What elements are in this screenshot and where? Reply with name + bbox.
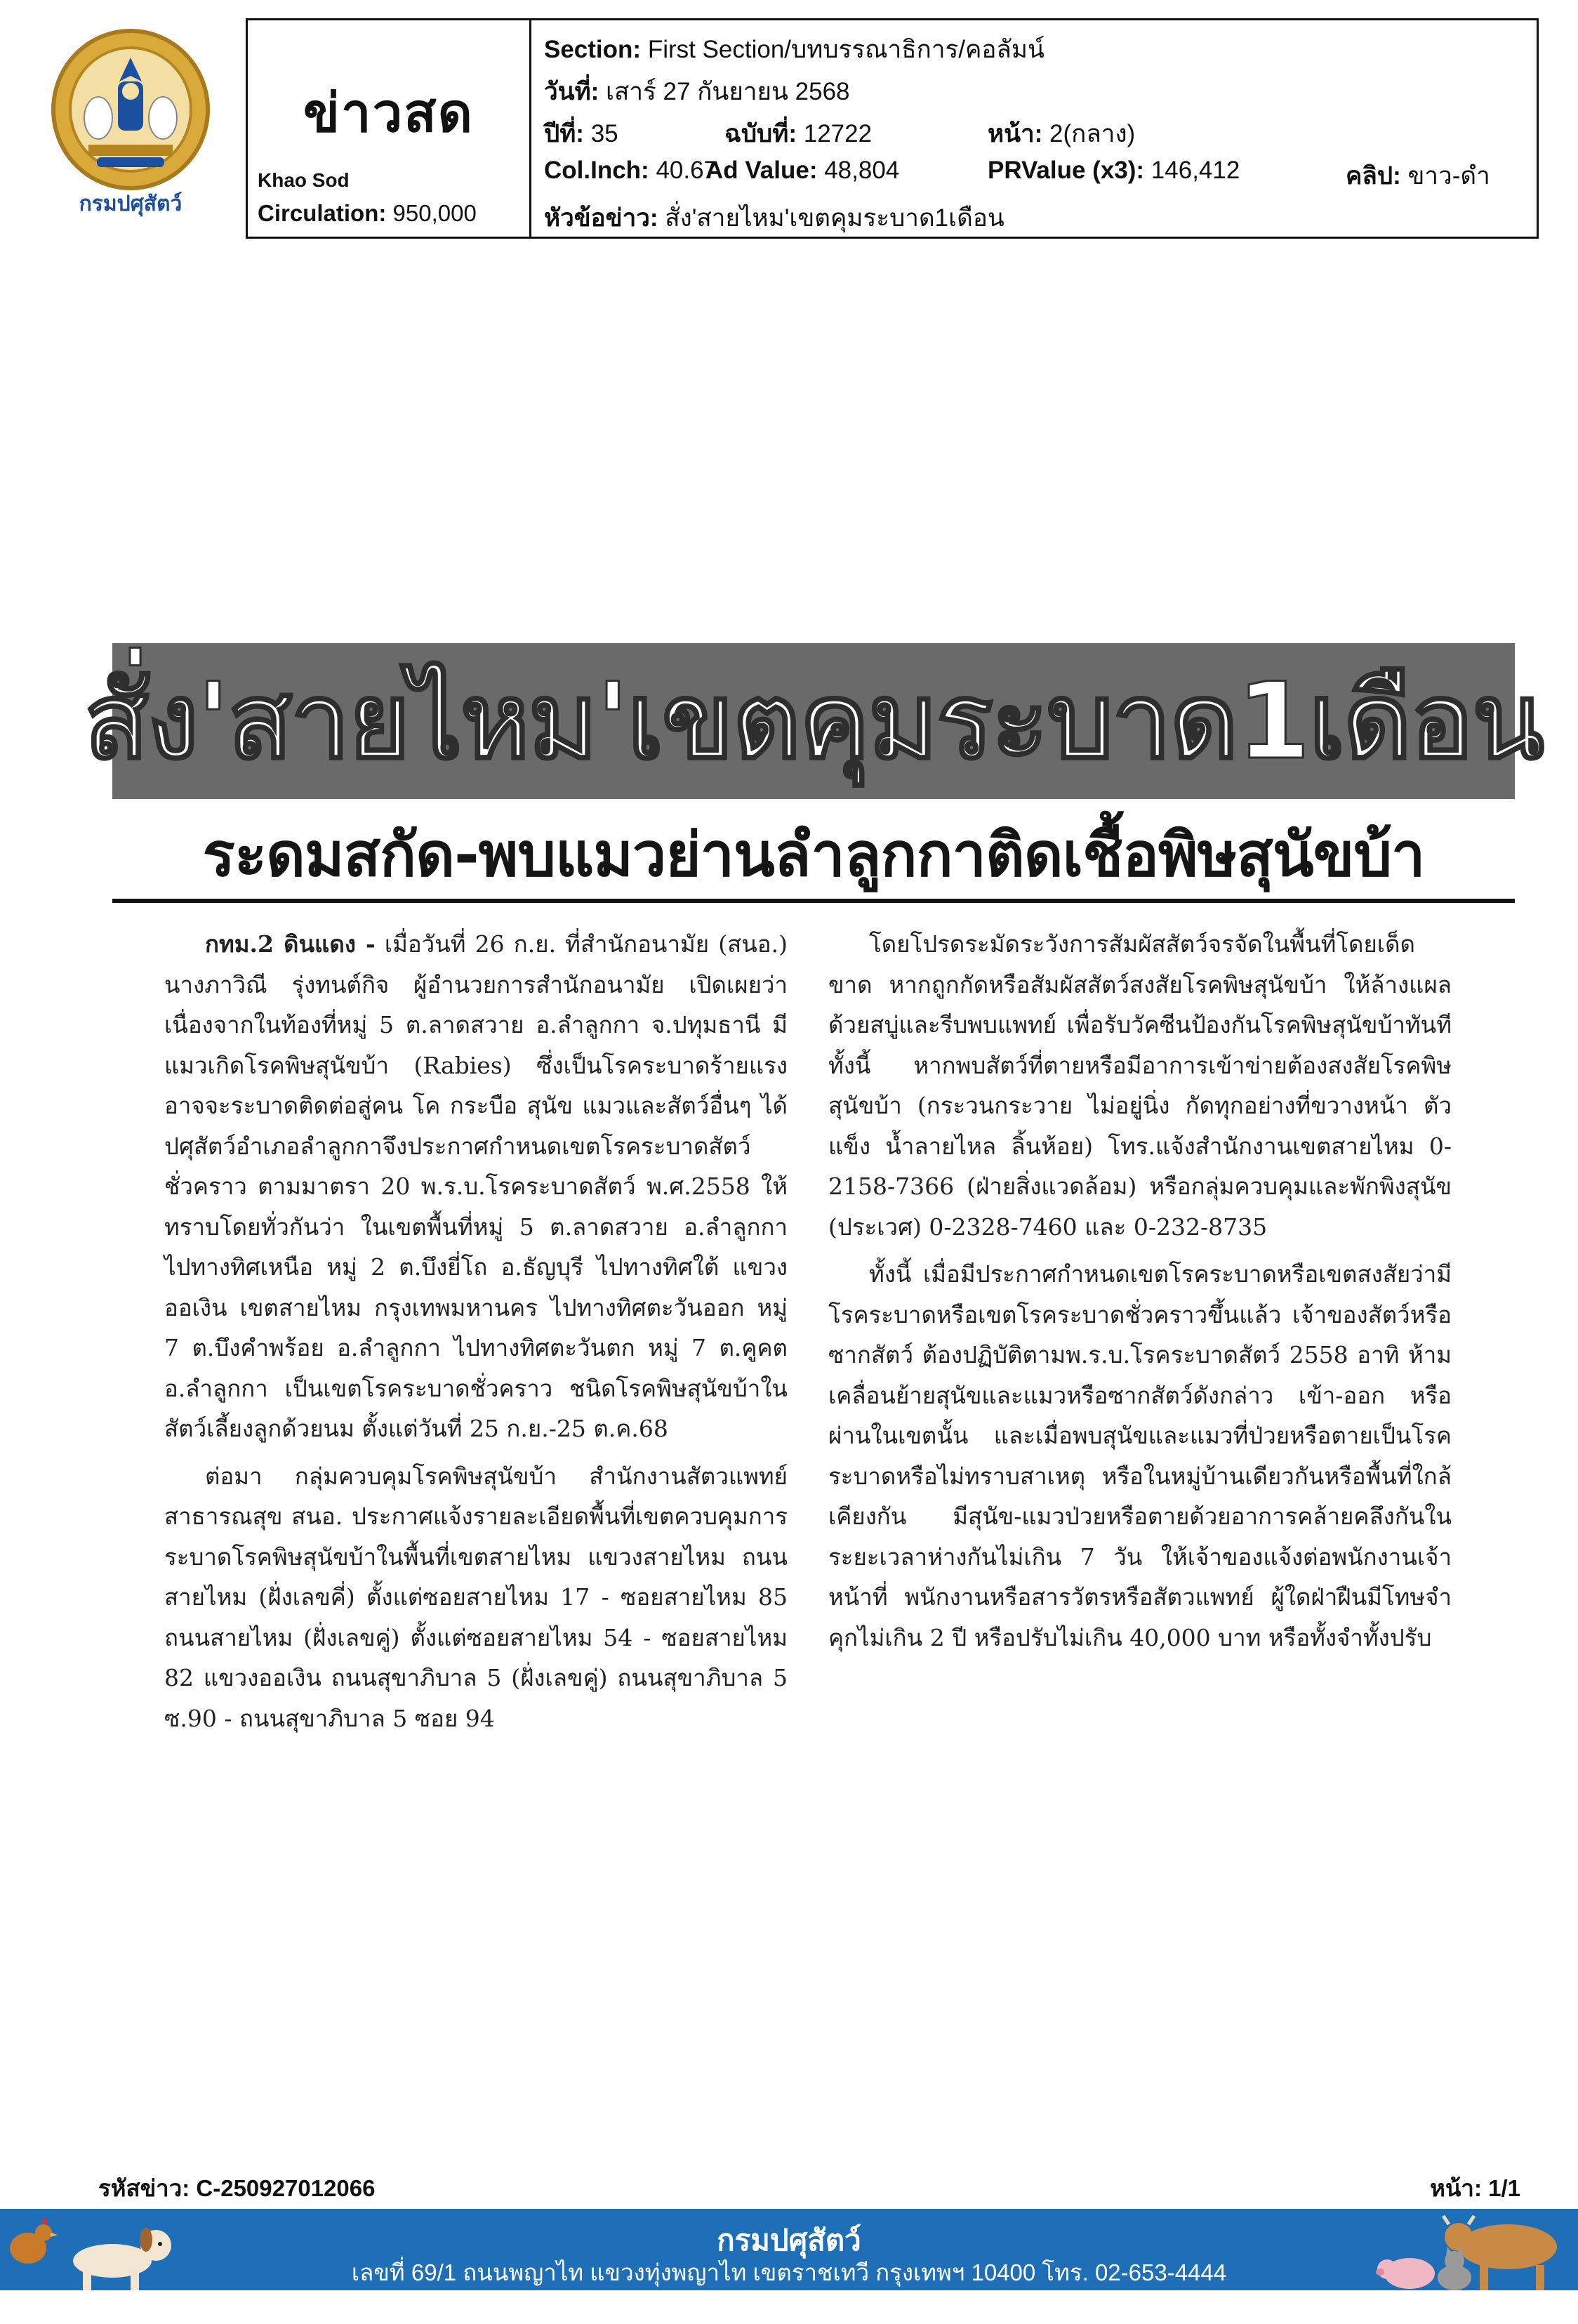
news-code-label: รหัสข่าว: <box>98 2175 190 2201</box>
headline-label: หัวข้อข่าว: <box>544 204 658 232</box>
issue-value: 12722 <box>803 120 873 147</box>
dateline: กทม.2 ดินแดง - <box>205 930 376 958</box>
headline-value: สั่ง'สายไหม'เขตคุมระบาด1เดือน <box>665 204 1005 232</box>
footer-address: เลขที่ 69/1 ถนนพญาไท แขวงทุ่งพญาไท เขตราชเทวี กรุงเทพฯ 10400 โทร. 02-653-4444 <box>351 2259 1227 2285</box>
footer-band <box>0 2209 1578 2290</box>
article-paragraph: โดยโปรดระมัดระวังการสัมผัสสัตว์จรจัดในพื้นที่โดยเด็ดขาด หากถูกกัดหรือสัมผัสสัตว์สงสัยโรคพิษสุนัขบ้า ให้ล้างแผลด้วยสบู่และรีบพบแพทย์ เพื่อรับวัคซีนป้องกันโรคพิษสุนัขบ้าทันที ทั้งนี้ หากพบสัตว์ที่ตายหรือมีอาการเข้าข่ายต้องสงสัยโรคพิษสุนัขบ้า (กระวนกระวาย ไม่อยู่นิ่ง กัดทุกอย่างที่ขวางหน้า ตัวแข็ง น้ำลายไหล ลิ้นห้อย) โทร.แจ้งสำนักงานเขตสายไหม 0-2158-7366 (ฝ่ายสิ่งแวดล้อม) หรือกลุ่มควบคุมและพักพิงสุนัข (ประเวศ) 0-2328-7460 และ 0-232-8735 <box>828 930 1452 1241</box>
year-value: 35 <box>590 120 618 147</box>
section-row <box>544 30 1045 69</box>
date-value: เสาร์ 27 กันยายน 2568 <box>606 78 850 105</box>
paragraph-text: เมื่อวันที่ 26 ก.ย. ที่สำนักอนามัย (สนอ.) นางภาวิณี รุ่งทนต์กิจ ผู้อำนวยการสำนักอนามัย เปิดเผยว่า เนื่องจากในท้องที่หมู่ 5 ต.ลาดสวาย อ.ลำลูกกา จ.ปทุมธานี มีแมวเกิดโรคพิษสุนัขบ้า (Rabies) ซึ่งเป็นโรคระบาดร้ายแรงอาจจะระบาดติดต่อสู่คน โค กระบือ สุนัข แมวและสัตว์อื่นๆ ได้ ปศุสัตว์อำเภอลำลูกกาจึงประกาศกำหนดเขตโรคระบาดสัตว์ชั่วคราว ตามมาตรา 20 พ.ร.บ.โรคระบาดสัตว์ พ.ศ.2558 ให้ทราบโดยทั่วกันว่า ในเขตพื้นที่หมู่ 5 ต.ลาดสวาย อ.ลำลูกกา ไปทางทิศเหนือ หมู่ 2 ต.บึงยี่โถ อ.ธัญบุรี ไปทางทิศใต้ แขวงออเงิน เขตสายไหม กรุงเทพมหานคร ไปทางทิศตะวันออก หมู่ 7 ต.บึงคำพร้อย อ.ลำลูกกา ไปทางทิศตะวันตก หมู่ 7 ต.คูคต อ.ลำลูกกา เป็นเขตโรคระบาดชั่วคราว ชนิดโรคพิษสุนัขบ้าในสัตว์เลี้ยงลูกด้วยนม ตั้งแต่วันที่ 25 ก.ย.-25 ต.ค.68 <box>164 930 788 1442</box>
date-label: วันที่: <box>544 78 599 105</box>
article-paragraph <box>164 924 788 1449</box>
newspaper-name: ข่าวสด <box>303 81 475 144</box>
issue-label: ฉบับที่: <box>724 120 797 147</box>
page-value: 2(กลาง) <box>1049 120 1136 147</box>
year-label: ปีที่: <box>544 120 584 147</box>
adval-label: Ad Value: <box>705 157 818 184</box>
circulation-value: 950,000 <box>392 200 477 226</box>
article-headline-banner <box>84 643 1543 799</box>
dld-emblem-icon <box>44 27 218 227</box>
clip-label: คลิป: <box>1346 162 1401 190</box>
article-column-right <box>828 924 1452 1665</box>
colinch-field <box>544 157 717 185</box>
prvalue-value: 146,412 <box>1151 157 1240 184</box>
page-counter-label: หน้า: <box>1430 2175 1482 2201</box>
colinch-value: 40.67 <box>656 157 718 184</box>
adval-field <box>705 157 899 185</box>
news-code <box>98 2170 375 2207</box>
article-paragraph: ทั้งนี้ เมื่อมีประกาศกำหนดเขตโรคระบาดหรือเขตสงสัยว่ามีโรคระบาดหรือเขตโรคระบาดชั่วคราวขึ้นแล้ว เจ้าของสัตว์หรือซากสัตว์ ต้องปฏิบัติตามพ.ร.บ.โรคระบาดสัตว์ 2558 อาทิ ห้ามเคลื่อนย้ายสุนัขและแมวหรือซากสัตว์ดังกล่าว เข้า-ออก หรือผ่านในเขตนั้น และเมื่อพบสุนัขและแมวที่ป่วยหรือตายเป็นโรคระบาดหรือไม่ทราบสาเหตุ หรือในหมู่บ้านเดียวกันหรือพื้นที่ใกล้เคียงกัน มีสุนัข-แมวป่วยหรือตายด้วยอาการคล้ายคลึงกันในระยะเวลาห่างกันไม่เกิน 7 วัน ให้เจ้าของแจ้งต่อพนักงานเจ้าหน้าที่ พนักงานหรือสารวัตรหรือสัตวแพทย์ ผู้ใดฝ่าฝืนมีโทษจำคุกไม่เกิน 2 ปี หรือปรับไม่เกิน 40,000 บาท หรือทั้งจำทั้งปรับ <box>828 1260 1452 1651</box>
page-counter <box>1430 2170 1520 2207</box>
newspaper-name-en: Khao Sod <box>258 169 350 191</box>
page-counter-value: 1/1 <box>1488 2175 1520 2201</box>
headline-row <box>544 199 1005 237</box>
article-paragraph: ต่อมา กลุ่มควบคุมโรคพิษสุนัขบ้า สำนักงานสัตวแพทย์สาธารณสุข สนอ. ประกาศแจ้งรายละเอียดพื้นที่เขตควบคุมการระบาดโรคพิษสุนัขบ้าในพื้นที่เขตสายไหม แขวงสายไหม ถนนสายไหม (ฝั่งเลขคี่) ตั้งแต่ซอยสายไหม 17 - ซอยสายไหม 85 ถนนสายไหม (ฝั่งเลขคู่) ตั้งแต่ซอยสายไหม 54 - ซอยสายไหม 82 แขวงออเงิน ถนนสุขาภิบาล 5 (ฝั่งเลขคู่) ถนนสุขาภิบาล 5 ซ.90 - ถนนสุขาภิบาล 5 ซอย 94 <box>164 1462 788 1732</box>
issue-field <box>724 114 872 153</box>
logo-caption: กรมปศุสัตว์ <box>79 192 183 216</box>
page-field <box>988 114 1135 153</box>
article-subheadline: ระดมสกัด-พบแมวย่านลำลูกกาติดเชื้อพิษสุนัขบ้า <box>112 819 1515 903</box>
prvalue-field <box>988 157 1240 185</box>
news-code-value: C-250927012066 <box>196 2175 376 2201</box>
clip-field <box>1346 157 1490 195</box>
footer-organization: กรมปศุสัตว์ <box>717 2224 861 2257</box>
article-column-left <box>164 924 788 1745</box>
clip-value: ขาว-ดำ <box>1407 162 1490 190</box>
section-label: Section: <box>544 36 642 63</box>
section-value: First Section/บทบรรณาธิการ/คอลัมน์ <box>647 36 1045 63</box>
circulation-label: Circulation: <box>258 200 387 226</box>
footer-animals-right <box>1367 2209 1578 2290</box>
adval-value: 48,804 <box>824 157 900 184</box>
article-headline: สั่ง'สายไหม'เขตคุมระบาด1เดือน <box>84 661 1543 783</box>
newspaper-panel <box>248 20 531 237</box>
clipping-info-box <box>246 18 1539 239</box>
page-label: หน้า: <box>988 120 1043 147</box>
colinch-label: Col.Inch: <box>544 157 649 184</box>
year-field <box>544 114 618 153</box>
pig-icon <box>1376 2258 1435 2289</box>
prvalue-label: PRValue (x3): <box>988 157 1145 184</box>
date-row <box>544 72 850 111</box>
clipping-details <box>531 20 1537 237</box>
circulation <box>258 200 477 227</box>
